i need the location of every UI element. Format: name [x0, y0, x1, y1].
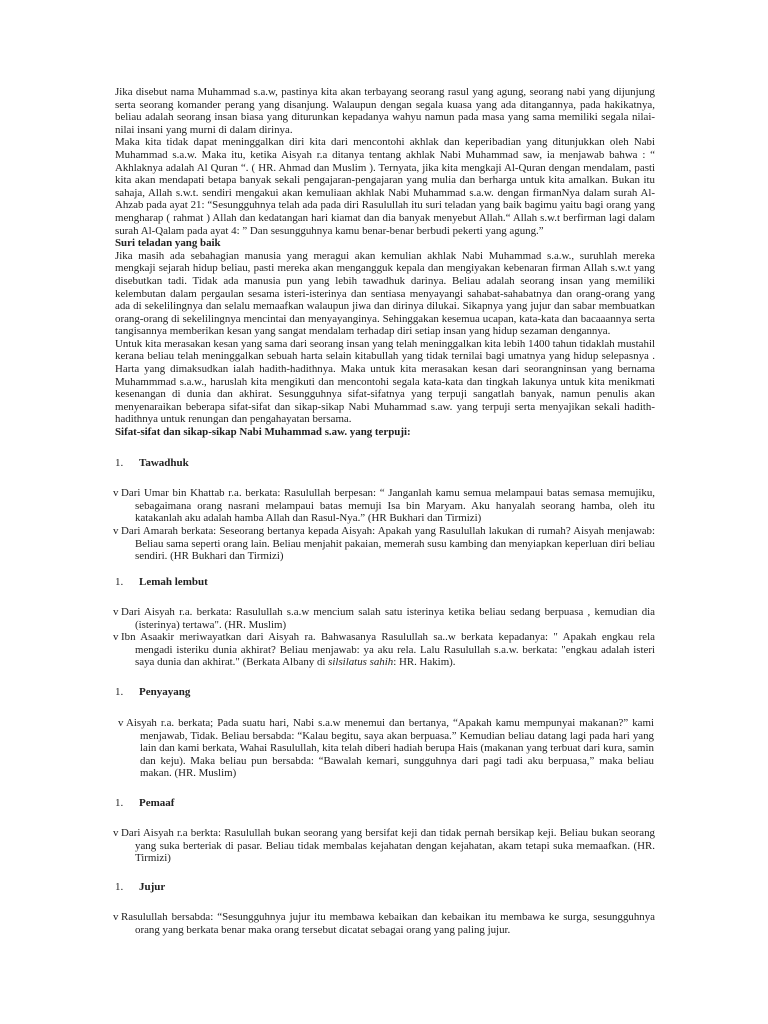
- bullet-mark: v: [113, 606, 119, 618]
- bullet-text: Aisyah r.a. berkata; Pada suatu hari, Nabi s.a.w menemui dan bertanya, “Apakah kamu mempunyai makanan?” kami menjawab, Tidak. Beliau bersabda: “Kalau begitu, saya akan berpuasa.” Kemudian beliau datang lagi pada hari yang lain dan kami berkata, Wahai Rasulullah, kita telah diberi hadiah berupa Hais (makanan yang terbuat dari kura, samin dan keju). Maka beliau pun bersabda: “Bawalah kemari, sungguhnya dari pagi tadi aku berpuasa,” maka beliau makan. (HR. Muslim): [126, 717, 654, 780]
- section-number: 1.: [115, 457, 124, 469]
- bullet-text: Dari Aisyah r.a. berkata: Rasulullah s.a.w mencium salah satu isterinya ketika beliau sedang berpuasa , kemudian dia (isterinya) tertawa". (HR. Muslim): [121, 606, 655, 631]
- bullet-mark: v: [113, 827, 119, 839]
- bullet-mark: v: [113, 487, 119, 499]
- bullet-item: [113, 606, 655, 631]
- intro-paragraph-2: Maka kita tidak dapat meninggalkan diri kita dari mencontohi akhlak dan keperibadian yang ditunjukkan oleh Nabi Muhammad s.a.w. Maka itu, ketika Aisyah r.a ditanya tentang akhlak Nabi Muhammad saw, ia menjawab bahwa : “ Akhlaknya adalah Al Quran “. ( HR. Ahmad dan Muslim ). Ternyata, jika kita mengkaji Al-Quran dengan mendalam, pasti kita akan mendapati betapa banyak sekali pengajaran-pengajaran yang mulia dan berharga untuk kita amalkan. Bukan itu sahaja, Allah s.w.t. sendiri mengakui akan kemuliaan akhlak Nabi Muhammad s.a.w. dengan firmanNya dalam surah Al-Ahzab pada ayat 21: “Sesungguhnya telah ada pada diri Rasulullah itu suri teladan yang baik bagimu yaitu bagi orang yang mengharap ( rahmat ) Allah dan kedatangan hari kiamat dan dia banyak menyebut Allah.“ Allah s.w.t berfirman lagi dalam surah Al-Qalam pada ayat 4: ” Dan sesungguhnya kamu benar-benar berbudi pekerti yang agung.”: [115, 136, 655, 237]
- section-heading-lemah-lembut: [115, 576, 655, 589]
- section-number: 1.: [115, 881, 124, 893]
- bullet-mark: v: [113, 525, 119, 537]
- bullet-text: Rasulullah bersabda: “Sesungguhnya jujur itu membawa kebaikan dan kebaikan itu membawa ke surga, sesungguhnya orang yang berkata benar maka orang tersebut dicatat sebagai orang yang paling jujur.: [121, 911, 655, 936]
- bullet-item: [113, 525, 655, 563]
- section-heading-pemaaf: [115, 797, 655, 810]
- bullet-item: [113, 911, 655, 936]
- section-heading-penyayang: [115, 686, 655, 699]
- bullet-text: Ibn Asaakir meriwayatkan dari Aisyah ra. Bahwasanya Rasulullah sa..w berkata kepadanya: " Apakah engkau rela mengadi isteriku dunia akhirat? Beliau menjawab: ya aku rela. Lalu Rasulullah s.a.w. berkata: "engkau adalah isteri saya dunia dan akhirat." (Berkata Albany di silsilatus sahih: HR. Hakim).: [121, 631, 655, 669]
- bullet-item: [113, 487, 655, 525]
- section-title: Penyayang: [139, 686, 191, 698]
- intro-section: [115, 86, 655, 439]
- section-title: Pemaaf: [139, 797, 175, 809]
- suri-paragraph-2: Untuk kita merasakan kesan yang sama dari seorang insan yang telah meninggalkan kita lebih 1400 tahun tidaklah mustahil kerana beliau telah meninggalkan sebuah harta selain kitabullah yang tidak ternilai bagi umatnya yang hidup selepasnya . Harta yang dimaksudkan ialah hadith-hadithnya. Maka untuk kita merasakan kesan dari seorangninsan yang bernama Muhammmad s.a.w., haruslah kita mengikuti dan mencontohi segala kata-kata dan tingkah lakunya untuk kita menikmati kesenangan di dunia dan akhirat. Sesungguhnya sifat-sifatnya yang terpuji sangatlah banyak, namun penulis akan menyenaraikan beberapa sifat-sifat dan sikap-sikap Nabi Muhammad s.aw. yang terpuji serta menyajikan sekali hadith-hadithnya untuk renungan dan pengahayatan bersama.: [115, 337, 655, 426]
- sifat-subheading: Sifat-sifat dan sikap-sikap Nabi Muhammad s.aw. yang terpuji:: [115, 426, 411, 439]
- bullet-mark: v: [113, 911, 119, 923]
- bullet-mark: v: [113, 631, 119, 643]
- section-heading-tawadhuk: [115, 457, 655, 470]
- bullet-item: [113, 827, 655, 865]
- bullet-item: [118, 717, 654, 780]
- section-title: Lemah lembut: [139, 576, 208, 588]
- section-heading-jujur: [115, 881, 655, 894]
- section-number: 1.: [115, 797, 124, 809]
- section-number: 1.: [115, 686, 124, 698]
- bullet-text: Dari Umar bin Khattab r.a. berkata: Rasulullah berpesan: “ Janganlah kamu semua melampaui batas semasa memujiku, sebagaimana orang nasrani melampaui batas memuji Isa bin Maryam. Aku hanyalah seorang hamba, oleh itu katakanlah aku adalah hamba Allah dan Rasul-Nya.” (HR Bukhari dan Tirmizi): [121, 487, 655, 525]
- bullet-item: [113, 631, 655, 669]
- suri-paragraph-1: Jika masih ada sebahagian manusia yang meragui akan kemulian akhlak Nabi Muhammad s.a.w., suruhlah mereka mengkaji sejarah hidup beliau, pasti mereka akan mengangguk kepala dan mengiyakan kebenaran firman Allah s.w.t yang disebutkan tadi. Tidak ada manusia pun yang lebih tawadhuk darinya. Beliau adalah seorang insan yang memiliki kelembutan dalam pergaulan sesama isteri-isterinya dan sentiasa menyayangi sahabat-sahabatnya dan orang-orang yang ada di sekelilingnya dan selalu memaafkan walaupun jiwa dan dirinya dilukai. Sikapnya yang jujur dan sabar membuatkan orang-orang di sekelilingnya mencintai dan menyayanginya. Sehinggakan kesemua ucapan, kata-kata dan bacaaannya serta tangisannya memberikan kesan yang sangat mendalam terhadap diri setiap insan yang hidup sezaman dengannya.: [115, 249, 655, 338]
- bullet-italic-source: silsilatus sahih: [328, 656, 394, 669]
- intro-paragraph-1: Jika disebut nama Muhammad s.a.w, pastinya kita akan terbayang seorang rasul yang agung, seorang nabi yang dijunjung serta seorang komander perang yang disanjung. Walaupun dengan segala kuasa yang ada ditangannya, pada hakikatnya, beliau adalah seorang insan biasa yang diturunkan kepadanya wahyu namun pada masa yang sama memiliki segala nilai-nilai insani yang murni di dalam dirinya.: [115, 86, 655, 136]
- bullet-text: Dari Amarah berkata: Seseorang bertanya kepada Aisyah: Apakah yang Rasulullah lakukan di rumah? Aisyah menjawab: Beliau sama seperti orang lain. Beliau menjahit pakaian, memerah susu kambing dan menyiapkan keperluan diri beliau sendiri. (HR Bukhari dan Tirmizi): [121, 525, 655, 563]
- section-number: 1.: [115, 576, 124, 588]
- suri-heading: Suri teladan yang baik: [115, 237, 221, 250]
- bullet-text: Dari Aisyah r.a berkta: Rasulullah bukan seorang yang bersifat keji dan tidak pernah bersikap keji. Beliau bukan seorang yang suka berteriak di pasar. Beliau tidak membalas kejahatan dengan kejahatan, akam tetapi suka memaafkan. (HR. Tirmizi): [121, 827, 655, 865]
- section-title: Jujur: [139, 881, 166, 893]
- section-title: Tawadhuk: [139, 457, 189, 469]
- bullet-mark: v: [118, 717, 124, 729]
